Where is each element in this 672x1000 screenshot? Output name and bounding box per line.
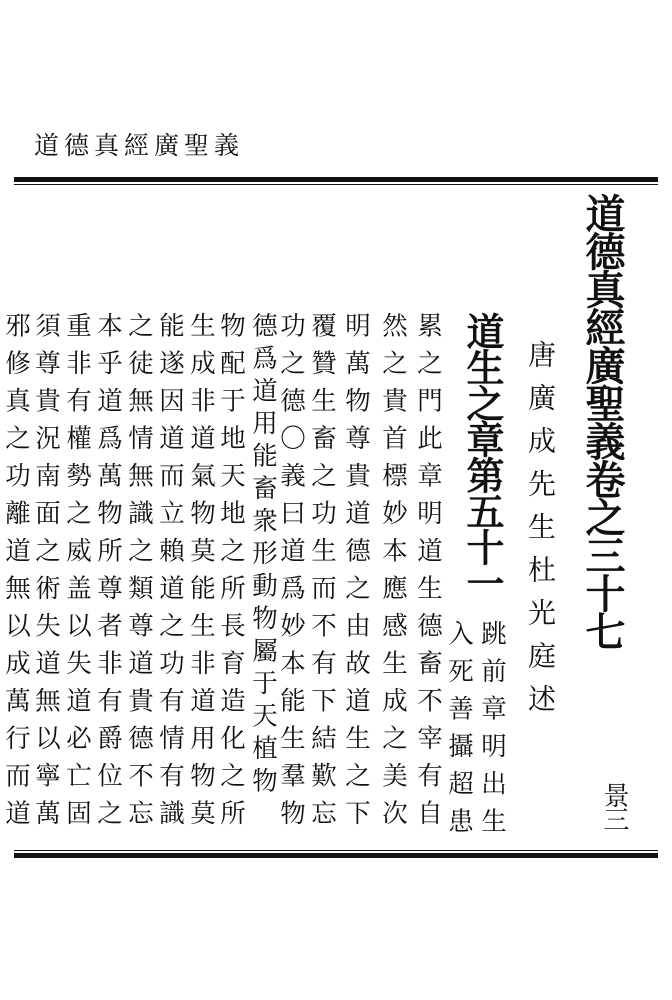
body-column-7: 本乎道爲萬物所尊者非有爵位之 (93, 312, 123, 837)
author-line: 唐廣成先生杜光庭述 (524, 340, 557, 727)
body-column-3: 物配于地天地之所長育造化之所 (216, 312, 246, 837)
body-column-5: 能遂因道而立賴道之功有情有識 (155, 312, 185, 837)
body-column-10: 邪修真之功離道無以成萬行而道 (1, 312, 31, 837)
volume-title: 道德真經廣聖義卷之三十七 (579, 193, 626, 649)
body-column-9: 須尊貴況南面之術失道無以寧萬 (31, 312, 61, 837)
body-column-6: 之徒無情無識之類尊道貴德不忘 (124, 312, 154, 837)
body-column-2: 德爲道用能畜衆形動物屬于天植物 (248, 312, 278, 800)
body-column-1: 功之德〇義曰道爲妙本能生羣物 (276, 312, 306, 837)
intro-column-5: 明萬物尊貴道德之由故道生之下 (341, 312, 371, 837)
intro-column-3: 累之門此章明道生德畜不宰有自 (413, 312, 443, 837)
top-rule-thick (14, 177, 658, 182)
intro-column-2: 入死善攝超患 (444, 620, 474, 845)
top-rule-thin (14, 184, 658, 185)
intro-column-4: 然之貴首標妙本應感生成之美次 (378, 312, 408, 837)
running-header: 道德真經廣聖義 (34, 131, 245, 160)
chapter-title: 道生之章第五十一 (460, 312, 505, 600)
bottom-rule-thick (14, 853, 658, 858)
body-column-4: 生成非道氣物莫能生非道用物莫 (186, 312, 216, 837)
folio-mark: 景三 (599, 782, 629, 830)
bottom-rule-thin (14, 850, 658, 851)
intro-column-6: 覆贊生畜之功生而不有下結歎忘 (307, 312, 337, 837)
intro-column-1: 跳前章明出生 (477, 620, 507, 845)
body-column-8: 重非有權勢之威盖以失道必亡固 (62, 312, 92, 837)
